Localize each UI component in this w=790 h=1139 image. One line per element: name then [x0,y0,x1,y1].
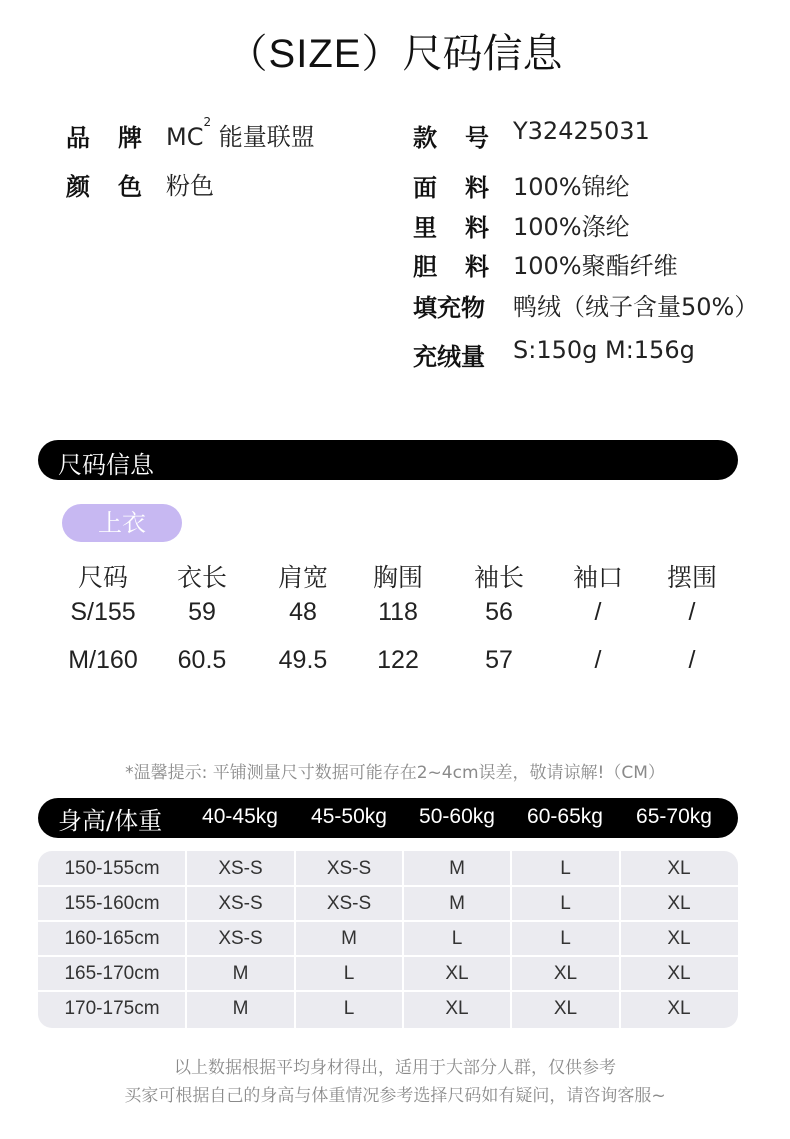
recommended-size-cell: M [341,928,357,949]
recommended-size-cell: XL [667,928,691,949]
grid-divider [619,851,621,1028]
fill-amount-value: S:150g M:156g [513,336,695,364]
recommend-header-bar [38,798,738,838]
recommend-row [38,921,738,956]
size-table-cell: 49.5 [278,646,328,674]
recommended-size-cell: L [560,858,571,879]
recommended-size-cell: XL [667,963,691,984]
size-section-title: 尺码信息 [58,451,154,479]
grid-divider [402,851,404,1028]
footer-line-1: 以上数据根据平均身材得出，适用于大部分人群，仅供参考 [174,1058,616,1078]
grid-divider [38,885,738,887]
fill-amount-label: 充绒量 [413,343,485,371]
size-table-header: 摆围 [666,564,717,592]
weight-col-5: 65-70kg [636,805,712,828]
measurement-note: *温馨提示: 平铺测量尺寸数据可能存在2~4cm误差，敬请谅解!（CM） [125,763,665,783]
brand-superscript: 2 [203,115,212,129]
recommended-size-cell: M [449,893,465,914]
recommended-size-cell: L [560,928,571,949]
recommended-size-cell: M [232,998,249,1019]
recommend-row [38,991,738,1026]
size-table-cell: M/160 [68,646,138,674]
recommended-size-cell: XL [445,963,469,984]
inner-value: 100%聚酯纤维 [513,252,678,280]
recommend-row [38,851,738,886]
recommended-size-cell: M [449,858,465,879]
title-size: （SIZE） [227,32,403,76]
inner-label: 胆 料 [413,253,491,281]
filling-value: 鸭绒（绒子含量50%） [513,293,759,321]
lining-value: 100%涤纶 [513,213,630,241]
recommended-size-cell: XS-S [218,858,263,879]
size-table-cell: 59 [188,598,216,626]
color-label: 颜 色 [66,173,144,201]
recommended-size-cell: XS-S [218,893,263,914]
height-cell: 150-155cm [64,858,160,879]
size-table-cell: 48 [289,598,317,626]
size-table-header: 肩宽 [277,564,328,592]
recommended-size-cell: L [560,893,571,914]
weight-col-4: 60-65kg [527,805,603,828]
recommended-size-cell: XS-S [326,858,372,879]
size-table-cell: / [688,646,696,674]
recommended-size-cell: L [451,928,463,949]
grid-divider [294,851,296,1028]
size-table-cell: / [594,598,602,626]
size-table-header: 尺码 [77,564,128,592]
color-value: 粉色 [166,172,214,200]
recommended-size-cell: XL [667,858,691,879]
brand-label: 品 牌 [66,124,144,152]
height-cell: 155-160cm [64,893,160,914]
footer-line-2: 买家可根据自己的身高与体重情况参考选择尺码如有疑问，请咨询客服~ [124,1086,666,1106]
recommend-row [38,956,738,991]
recommend-row [38,886,738,921]
size-table-header: 衣长 [176,564,227,592]
height-cell: 165-170cm [64,963,160,984]
recommended-size-cell: L [343,998,355,1019]
size-table-cell: 57 [485,646,513,674]
height-cell: 160-165cm [64,928,160,949]
size-table-cell: / [688,598,696,626]
weight-col-2: 45-50kg [311,805,387,828]
title-main: 尺码信息 [402,31,563,77]
grid-divider [510,851,512,1028]
recommended-size-cell: XL [445,998,469,1019]
recommended-size-cell: L [343,963,355,984]
grid-divider [38,920,738,922]
style-value: Y32425031 [513,117,650,145]
fabric-label: 面 料 [413,174,491,202]
page-title [0,22,790,79]
height-weight-label: 身高/体重 [58,807,163,835]
size-table-header: 胸围 [372,564,423,592]
size-table-cell: S/155 [70,598,136,626]
size-table-cell: 122 [377,646,419,674]
size-table-cell: 56 [485,598,513,626]
weight-col-1: 40-45kg [202,805,278,828]
category-pill-top: 上衣 [62,504,182,542]
brand-suffix: 能量联盟 [211,123,315,151]
recommended-size-cell: XS-S [326,893,372,914]
size-table-header: 袖口 [572,564,623,592]
grid-divider [38,955,738,957]
filling-label: 填充物 [413,294,485,322]
recommended-size-cell: XL [553,998,578,1019]
fabric-value: 100%锦纶 [513,173,630,201]
recommended-size-cell: XL [667,998,691,1019]
recommended-size-cell: M [232,963,249,984]
recommended-size-cell: XL [667,893,691,914]
size-table-cell: 118 [378,598,418,626]
recommended-size-cell: XL [553,963,578,984]
height-cell: 170-175cm [64,998,160,1019]
grid-divider [185,851,187,1028]
brand-name: MC [166,123,204,151]
style-label: 款 号 [413,124,491,152]
size-table-cell: / [594,646,602,674]
weight-col-3: 50-60kg [419,805,495,828]
recommended-size-cell: XS-S [218,928,263,949]
brand-value [166,117,315,152]
size-recommendation-grid [38,851,738,1028]
lining-label: 里 料 [413,214,491,242]
grid-divider [38,990,738,992]
size-table-cell: 60.5 [177,646,227,674]
size-table-header: 袖长 [473,564,524,592]
